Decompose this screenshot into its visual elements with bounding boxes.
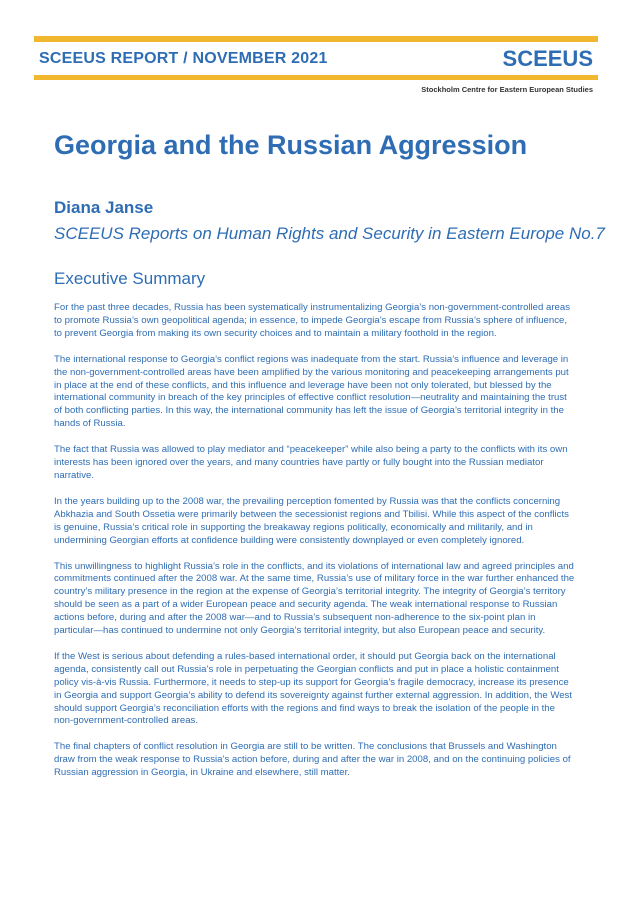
brand-logo: SCEEUS — [502, 46, 593, 71]
page-title: Georgia and the Russian Aggression — [54, 130, 528, 160]
summary-paragraph: If the West is serious about defending a rules-based international order, it should put Georgia back on the international agenda, consistently call out Russia’s role in perpetuating the Georgian conflicts and put in place a holistic containment policy vis-à-vis Russia. Furthermore, it needs to step-up its support for Georgia’s fragile democracy, increase its presence in Georgia and support Georgia’s ability to defend its sovereignty against further external aggression. In addition, the West should support Georgia’s reconciliation efforts with the regions and find ways to break the isolation of the people in the non-government-controlled areas. — [54, 650, 573, 727]
summary-paragraph: The fact that Russia was allowed to play mediator and “peacekeeper” while also being a party to the conflicts with its own interests has been ignored over the years, and many countries have partly or fully bought into the Russian mediator narrative. — [54, 444, 568, 481]
summary-paragraph: This unwillingness to highlight Russia’s role in the conflicts, and its violations of international law and agreed principles and commitments continued after the 2008 war. At the same time, Russia’s use of military force in the war further enhanced the country’s military presence in the region at the expense of Georgia’s territorial integrity. The integrity of Georgia’s territory should be seen as a part of a wider European peace and security agenda. The weak international response to Russian actions before, during and after the 2008 war—and to Russia’s subsequent non-adherence to the six-point plan in particular—has continued to undermine not only Georgia’s territorial integrity, but also European peace and security. — [54, 560, 575, 637]
author-name: Diana Janse — [54, 198, 154, 217]
summary-paragraph: The international response to Georgia’s conflict regions was inadequate from the start. Russia’s influence and leverage in the non-government-controlled areas have been amplified by the various monitoring and peacekeeping arrangements put in place at the end of these conflicts, and this influence and leverage have been not only tolerated, but blessed by the international community in breach of the key principles of effective conflict resolution—neutrality and maintaining the trust of both conflicting parties. In this way, the international community has left the issue of Georgia’s territorial integrity in the hands of Russia. — [54, 353, 569, 430]
brand-subtitle: Stockholm Centre for Eastern European Studies — [421, 85, 593, 94]
summary-paragraph: The final chapters of conflict resolution in Georgia are still to be written. The conclusions that Brussels and Washington draw from the weak response to Russia’s action before, during and after the war in 2008, and on the continuing policies of Russian aggression in Georgia, in Ukraine and elsewhere, still matter. — [54, 741, 571, 779]
section-heading: Executive Summary — [54, 269, 206, 288]
header-top-rule — [34, 36, 598, 42]
report-label: SCEEUS REPORT / NOVEMBER 2021 — [39, 50, 328, 67]
summary-paragraph: For the past three decades, Russia has been systematically instrumentalizing Georgia’s non-government-controlled areas to promote Russia’s own geopolitical agenda; in essence, to impede Georgia’s escape from Russia’s sphere of influence, to prevent Georgia from making its own security choices and to maintain a military foothold in the region. — [54, 302, 571, 339]
executive-summary — [54, 302, 576, 793]
summary-paragraph: In the years building up to the 2008 war, the prevailing perception fomented by Russia was that the conflicts concerning Abkhazia and South Ossetia were primarily between the secessionist regions and Tbilisi. While this aspect of the conflicts is genuine, Russia’s critical role in supporting the breakaway regions politically, economically and militarily, and in undermining Georgian efforts at confidence building were consistently downplayed or even completely ignored. — [54, 495, 569, 546]
header-bottom-rule — [34, 75, 598, 80]
series-title: SCEEUS Reports on Human Rights and Security in Eastern Europe No.7 — [54, 224, 605, 243]
